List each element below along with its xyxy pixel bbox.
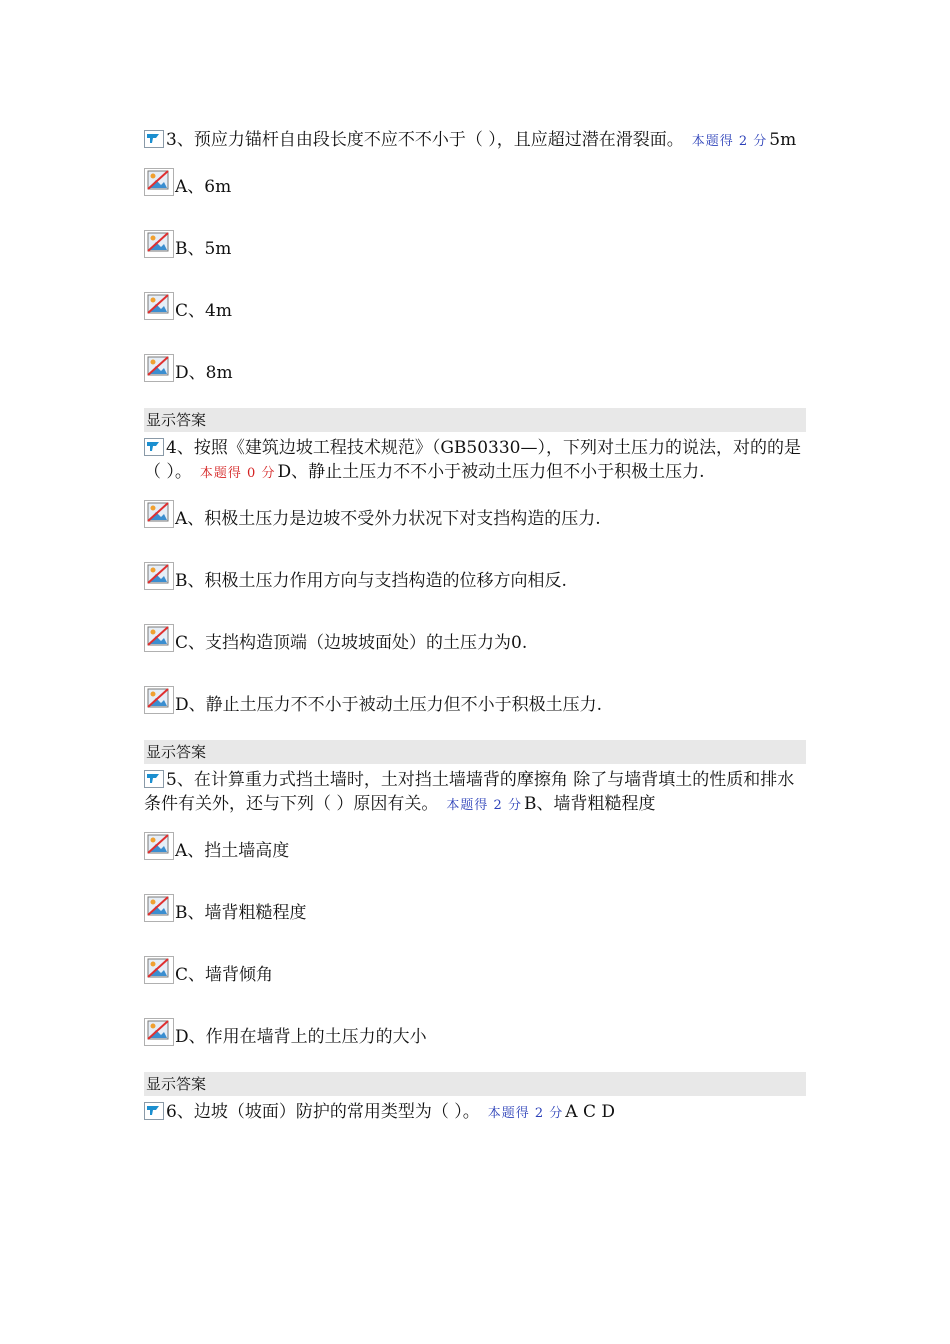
option-a[interactable] xyxy=(144,832,806,894)
option-label: A、6m xyxy=(175,177,232,197)
broken-image-icon xyxy=(144,894,174,922)
option-a[interactable] xyxy=(144,500,806,562)
option-b[interactable] xyxy=(144,894,806,956)
answer-text: D、静止土压力不不小于被动土压力但不小于积极土压力. xyxy=(277,462,705,482)
score-label: 本题得 2 分 xyxy=(487,1106,564,1121)
broken-image-icon xyxy=(144,230,174,258)
answer-text: 5m xyxy=(769,130,797,150)
option-b[interactable] xyxy=(144,230,806,292)
option-label: A、积极土压力是边坡不受外力状况下对支挡构造的压力. xyxy=(175,509,601,529)
option-label: C、支挡构造顶端（边坡坡面处）的土压力为0. xyxy=(175,633,528,653)
question-flag-icon xyxy=(144,1102,164,1120)
score-label: 本题得 0 分 xyxy=(199,466,276,481)
question-text: 3、预应力锚杆自由段长度不应不不小于（ ），且应超过潜在滑裂面。 xyxy=(166,130,684,150)
broken-image-icon xyxy=(144,168,174,196)
question-flag-icon xyxy=(144,438,164,456)
option-label: B、积极土压力作用方向与支挡构造的位移方向相反. xyxy=(175,571,567,591)
show-answer-button[interactable]: 显示答案 xyxy=(144,1072,806,1096)
option-label: D、作用在墙背上的土压力的大小 xyxy=(175,1027,427,1047)
question-flag-icon xyxy=(144,130,164,148)
option-d[interactable] xyxy=(144,686,806,748)
broken-image-icon xyxy=(144,686,174,714)
answer-text: A C D xyxy=(565,1102,616,1122)
question-6 xyxy=(144,1100,806,1126)
option-a[interactable] xyxy=(144,168,806,230)
question-4 xyxy=(144,436,806,486)
broken-image-icon xyxy=(144,354,174,382)
broken-image-icon xyxy=(144,292,174,320)
question-text: 6、边坡（坡面）防护的常用类型为（ ）。 xyxy=(166,1102,480,1122)
option-c[interactable] xyxy=(144,624,806,686)
option-d[interactable] xyxy=(144,354,806,416)
answer-text: B、墙背粗糙程度 xyxy=(523,794,656,814)
option-label: C、墙背倾角 xyxy=(175,965,274,985)
option-label: D、8m xyxy=(175,363,233,383)
broken-image-icon xyxy=(144,624,174,652)
broken-image-icon xyxy=(144,562,174,590)
option-label: C、4m xyxy=(175,301,232,321)
show-answer-button[interactable]: 显示答案 xyxy=(144,740,806,764)
broken-image-icon xyxy=(144,832,174,860)
option-c[interactable] xyxy=(144,956,806,1018)
option-label: B、5m xyxy=(175,239,232,259)
broken-image-icon xyxy=(144,1018,174,1046)
question-flag-icon xyxy=(144,770,164,788)
question-5 xyxy=(144,768,806,818)
quiz-content xyxy=(144,128,806,1126)
option-label: A、挡土墙高度 xyxy=(175,841,290,861)
option-d[interactable] xyxy=(144,1018,806,1080)
option-label: D、静止土压力不不小于被动土压力但不小于积极土压力. xyxy=(175,695,603,715)
show-answer-button[interactable]: 显示答案 xyxy=(144,408,806,432)
broken-image-icon xyxy=(144,500,174,528)
broken-image-icon xyxy=(144,956,174,984)
question-text: 5、在计算重力式挡土墙时，土对挡土墙墙背的摩擦角 除了与墙背填土的性质和排水条件有关外，还与下列（ ）原因有关。 xyxy=(144,770,795,814)
option-label: B、墙背粗糙程度 xyxy=(175,903,307,923)
option-c[interactable] xyxy=(144,292,806,354)
question-3 xyxy=(144,128,806,154)
score-label: 本题得 2 分 xyxy=(446,798,522,813)
question-text: 4、按照《建筑边坡工程技术规范》（GB50330—），下列对土压力的说法，对的的是（ ）。 xyxy=(144,438,801,482)
option-b[interactable] xyxy=(144,562,806,624)
score-label: 本题得 2 分 xyxy=(691,134,768,149)
